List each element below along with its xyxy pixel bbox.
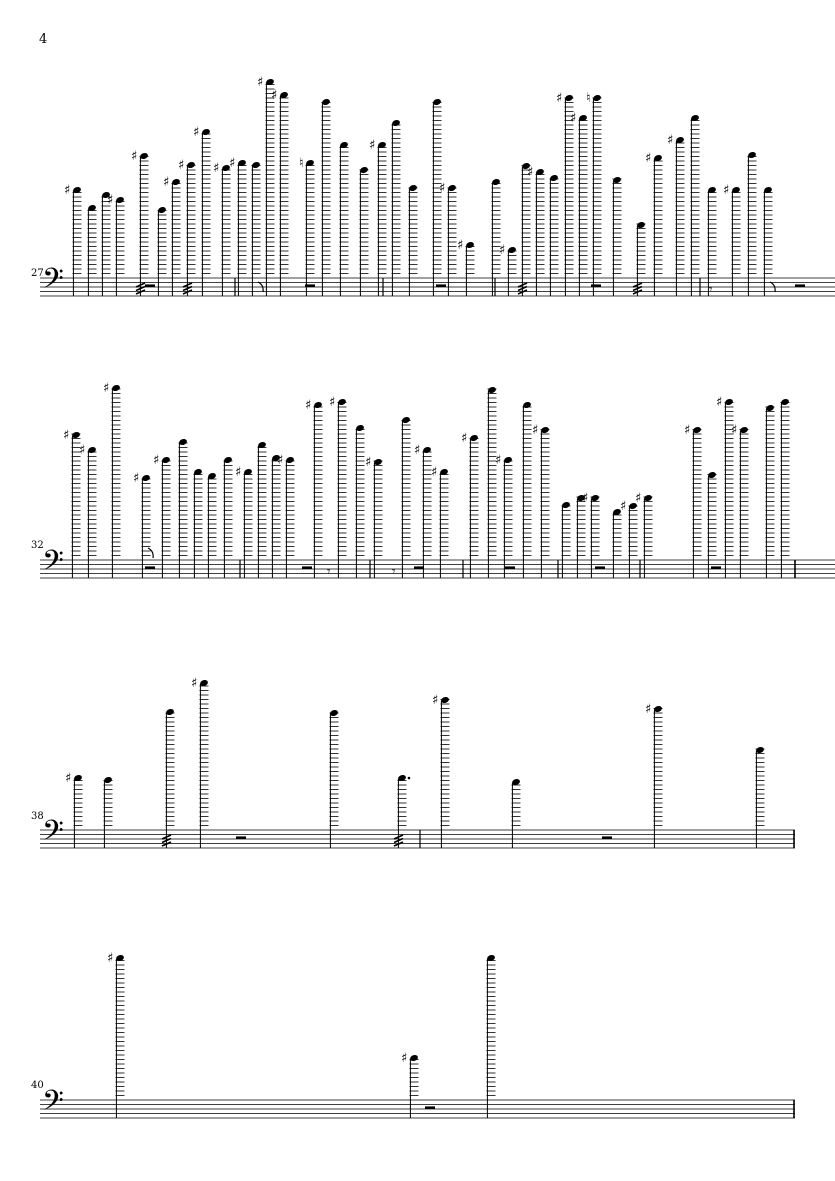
sharp-accidental: ♯ [257,75,264,90]
sharp-accidental: ♯ [178,158,185,173]
sharp-accidental: ♯ [64,183,71,198]
note [277,453,295,578]
note [561,501,571,578]
note [780,398,790,578]
natural-accidental: ♮ [299,156,304,171]
note [339,141,349,296]
note [103,381,121,578]
half-rest [795,284,805,287]
note [432,98,442,296]
eighth-rest: 𝄾 [327,564,331,580]
half-rest [414,566,424,569]
note [257,441,267,578]
note [329,395,347,578]
note [235,465,253,578]
note [271,453,284,578]
sharp-accidental: ♯ [716,395,723,410]
sharp-accidental: ♯ [457,238,464,253]
note [747,151,757,296]
sharp-accidental: ♯ [271,88,278,103]
sharp-accidental: ♯ [193,125,200,140]
sharp-accidental: ♯ [277,453,284,468]
note [229,156,247,296]
sharp-accidental: ♯ [329,395,336,410]
eighth-rest: 𝄾 [392,564,396,580]
note [321,98,331,296]
sharp-accidental: ♯ [532,423,539,438]
note [499,243,517,296]
note [178,438,188,578]
half-rest [595,566,605,569]
bass-clef: 𝄢 [42,262,64,303]
note [178,158,196,296]
note [257,75,278,296]
note [765,404,775,578]
note [511,778,521,848]
bass-clef: 𝄢 [42,544,64,585]
note [633,221,646,296]
note [690,114,700,296]
note [401,416,411,578]
sharp-accidental: ♯ [620,499,627,514]
note [432,693,450,848]
note [522,401,532,578]
half-rest [305,284,315,287]
sharp-accidental: ♯ [635,491,642,506]
note [391,119,401,296]
half-rest [425,1106,435,1109]
sharp-accidental: ♯ [556,91,563,106]
augmentation-dot [408,777,411,780]
sharp-accidental: ♯ [731,423,738,438]
note [723,183,741,296]
note [576,494,586,578]
half-rest [145,284,155,287]
note [461,431,479,578]
sharp-accidental: ♯ [131,149,138,164]
note [707,186,717,296]
half-rest [302,566,312,569]
note [486,954,496,1118]
note [487,386,497,578]
note [162,708,175,848]
note [667,133,685,296]
sharp-accidental: ♯ [191,676,198,691]
note [359,166,369,296]
note [213,161,231,296]
eighth-flag [148,548,153,558]
sharp-accidental: ♯ [431,465,438,480]
sharp-accidental: ♯ [495,453,502,468]
half-rest [436,284,446,287]
note [586,91,602,296]
sharp-accidental: ♯ [684,423,691,438]
sharp-accidental: ♯ [107,951,114,966]
half-rest [602,836,612,839]
note [439,181,457,296]
measure-number-system-2: 32 [31,540,44,551]
sharp-accidental: ♯ [235,465,242,480]
sharp-accidental: ♯ [79,443,86,458]
system-2 [40,381,835,585]
half-rest [145,566,155,569]
natural-accidental: ♮ [586,91,591,106]
page-number: 4 [39,32,48,47]
note [193,125,211,296]
note [131,149,149,296]
sharp-accidental: ♯ [229,156,236,171]
sharp-accidental: ♯ [133,471,140,486]
sharp-accidental: ♯ [401,1051,408,1066]
note [153,453,171,578]
sharp-accidental: ♯ [369,138,376,153]
note [684,423,702,578]
note [207,472,217,578]
sharp-accidental: ♯ [414,443,421,458]
bass-clef: 𝄢 [42,1084,64,1125]
note [401,1051,419,1118]
sharp-accidental: ♯ [439,181,446,196]
measure-number-system-3: 38 [31,811,44,822]
measure-number-system-4: 40 [31,1080,44,1091]
note [707,471,717,578]
note [103,776,113,848]
half-rest [505,566,515,569]
note [645,702,663,848]
note [191,676,209,848]
eighth-rest: 𝄾 [709,282,713,298]
sharp-accidental: ♯ [461,431,468,446]
system-4 [40,951,795,1125]
sharp-accidental: ♯ [570,111,577,126]
sharp-accidental: ♯ [499,243,506,258]
note [251,161,261,296]
half-rest [591,284,601,287]
sharp-accidental: ♯ [527,165,534,180]
sharp-accidental: ♯ [432,693,439,708]
sharp-accidental: ♯ [582,491,589,506]
sharp-accidental: ♯ [65,771,72,786]
half-rest [236,836,246,839]
note [394,774,410,848]
sharp-accidental: ♯ [667,133,674,148]
note [107,193,125,296]
note [518,162,534,296]
note [369,138,387,296]
note [107,951,125,1118]
note [532,423,550,578]
half-rest [711,566,721,569]
note [408,184,418,296]
note [305,398,323,578]
bass-clef: 𝄢 [42,814,64,855]
note [582,491,600,578]
note [612,508,622,578]
measure-number-system-1: 27 [31,268,44,279]
note [620,499,638,578]
note [355,424,365,578]
note [133,471,151,578]
system-3 [40,676,795,855]
sharp-accidental: ♯ [723,183,730,198]
system-1 [40,75,835,303]
sharp-accidental: ♯ [213,161,220,176]
note [495,453,513,578]
note [193,468,203,578]
sharp-accidental: ♯ [153,453,160,468]
note [755,746,765,848]
note [79,443,97,578]
note [365,455,383,578]
note [65,771,83,848]
note [64,183,82,296]
note [299,156,315,296]
sharp-accidental: ♯ [63,428,70,443]
note [635,491,653,578]
note [431,465,449,578]
sharp-accidental: ♯ [645,702,652,717]
note [731,423,749,578]
sharp-accidental: ♯ [163,175,170,190]
note [527,165,545,296]
sharp-accidental: ♯ [107,193,114,208]
sharp-accidental: ♯ [645,151,652,166]
note [645,151,663,296]
sharp-accidental: ♯ [305,398,312,413]
sharp-accidental: ♯ [365,455,372,470]
note [414,443,432,578]
note [763,186,773,296]
note [329,709,339,848]
sharp-accidental: ♯ [103,381,110,396]
